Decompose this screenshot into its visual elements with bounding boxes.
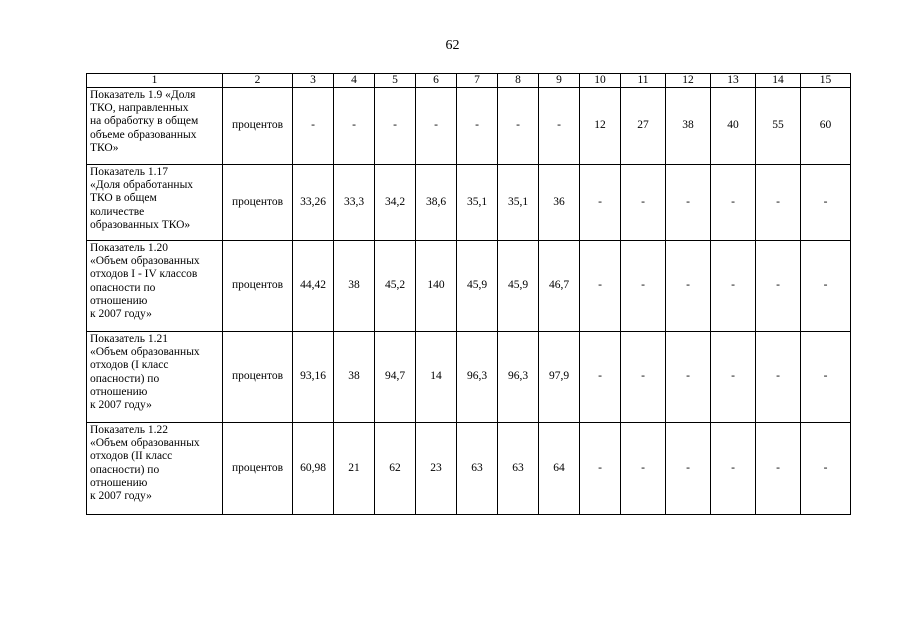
value-cell: -	[293, 88, 334, 165]
value-cell: -	[334, 88, 375, 165]
indicator-name-cell	[87, 423, 223, 515]
value-cell: -	[539, 88, 580, 165]
value-cell: 14	[416, 332, 457, 423]
value-cell: -	[756, 241, 801, 332]
table-row	[87, 423, 851, 515]
value-cell: 21	[334, 423, 375, 515]
unit-cell: процентов	[223, 241, 293, 332]
value-cell: 63	[498, 423, 539, 515]
column-header: 8	[498, 74, 539, 88]
column-header: 10	[580, 74, 621, 88]
value-cell: -	[666, 423, 711, 515]
value-cell: 60,98	[293, 423, 334, 515]
column-header: 11	[621, 74, 666, 88]
indicator-name-cell	[87, 332, 223, 423]
unit-cell: процентов	[223, 88, 293, 165]
value-cell: 35,1	[498, 165, 539, 241]
column-header: 12	[666, 74, 711, 88]
indicator-line: «Доля обработанных	[90, 179, 194, 192]
value-cell: -	[580, 165, 621, 241]
indicator-line: ТКО в общем	[90, 192, 157, 205]
value-cell: 55	[756, 88, 801, 165]
indicator-line: ТКО»	[90, 141, 119, 154]
value-cell: -	[580, 241, 621, 332]
indicator-line: «Объем образованных	[90, 437, 200, 450]
page-number: 62	[445, 38, 460, 53]
value-cell: -	[621, 165, 666, 241]
value-cell: -	[621, 332, 666, 423]
indicator-line: отношению	[90, 294, 148, 307]
value-cell: 36	[539, 165, 580, 241]
value-cell: -	[711, 165, 756, 241]
column-header: 14	[756, 74, 801, 88]
value-cell: -	[666, 165, 711, 241]
indicator-line: к 2007 году»	[90, 308, 152, 321]
value-cell: 12	[580, 88, 621, 165]
indicator-line: Показатель 1.17	[90, 166, 169, 178]
value-cell: -	[756, 332, 801, 423]
indicator-line: опасности) по	[90, 372, 160, 385]
unit-cell: процентов	[223, 423, 293, 515]
value-cell: 60	[801, 88, 851, 165]
indicator-line: Показатель 1.22	[90, 424, 169, 436]
value-cell: -	[666, 332, 711, 423]
indicator-line: отходов (I класс	[90, 359, 169, 372]
value-cell: 33,3	[334, 165, 375, 241]
value-cell: -	[666, 241, 711, 332]
value-cell: 62	[375, 423, 416, 515]
value-cell: 38	[334, 241, 375, 332]
value-cell: -	[580, 332, 621, 423]
value-cell: -	[416, 88, 457, 165]
indicator-line: отходов I - IV классов	[90, 268, 198, 281]
value-cell: 44,42	[293, 241, 334, 332]
indicator-line: ТКО, направленных	[90, 102, 189, 115]
value-cell: -	[711, 423, 756, 515]
indicator-line: опасности) по	[90, 463, 160, 476]
value-cell: 40	[711, 88, 756, 165]
indicator-line: Показатель 1.20	[90, 242, 169, 254]
column-header: 2	[223, 74, 293, 88]
table-row	[87, 165, 851, 241]
value-cell: 23	[416, 423, 457, 515]
value-cell: -	[711, 241, 756, 332]
value-cell: -	[498, 88, 539, 165]
table-row	[87, 332, 851, 423]
indicator-line: к 2007 году»	[90, 490, 152, 503]
value-cell: 38,6	[416, 165, 457, 241]
value-cell: 27	[621, 88, 666, 165]
column-header: 7	[457, 74, 498, 88]
value-cell: -	[580, 423, 621, 515]
value-cell: 38	[334, 332, 375, 423]
indicator-line: «Объем образованных	[90, 346, 200, 359]
value-cell: 94,7	[375, 332, 416, 423]
unit-cell: процентов	[223, 332, 293, 423]
indicator-line: опасности по	[90, 281, 156, 294]
indicator-line: «Объем образованных	[90, 255, 200, 268]
indicator-line: Показатель 1.21	[90, 333, 169, 345]
value-cell: 45,2	[375, 241, 416, 332]
indicator-line: отношению	[90, 385, 148, 398]
indicator-name-cell	[87, 165, 223, 241]
indicator-line: на обработку в общем	[90, 115, 199, 128]
value-cell: -	[801, 241, 851, 332]
column-header: 4	[334, 74, 375, 88]
value-cell: 97,9	[539, 332, 580, 423]
value-cell: 38	[666, 88, 711, 165]
table-row	[87, 241, 851, 332]
value-cell: 93,16	[293, 332, 334, 423]
value-cell: -	[756, 165, 801, 241]
column-header: 5	[375, 74, 416, 88]
value-cell: -	[801, 165, 851, 241]
indicator-name-cell	[87, 241, 223, 332]
value-cell: 96,3	[498, 332, 539, 423]
value-cell: -	[621, 423, 666, 515]
value-cell: -	[621, 241, 666, 332]
value-cell: 45,9	[498, 241, 539, 332]
value-cell: 63	[457, 423, 498, 515]
column-header: 13	[711, 74, 756, 88]
value-cell: -	[801, 332, 851, 423]
indicator-line: отношению	[90, 476, 148, 489]
indicator-line: отходов (II класс	[90, 450, 173, 463]
value-cell: -	[711, 332, 756, 423]
value-cell: 96,3	[457, 332, 498, 423]
column-header: 3	[293, 74, 334, 88]
indicator-line: образованных ТКО»	[90, 218, 191, 231]
column-header: 6	[416, 74, 457, 88]
value-cell: 140	[416, 241, 457, 332]
column-header: 9	[539, 74, 580, 88]
value-cell: -	[801, 423, 851, 515]
table-row	[87, 88, 851, 165]
indicator-line: к 2007 году»	[90, 399, 152, 412]
value-cell: 33,26	[293, 165, 334, 241]
indicators-table	[86, 73, 851, 515]
value-cell: 35,1	[457, 165, 498, 241]
indicator-line: объеме образованных	[90, 128, 197, 141]
value-cell: 46,7	[539, 241, 580, 332]
value-cell: 34,2	[375, 165, 416, 241]
indicator-line: Показатель 1.9 «Доля	[90, 89, 196, 101]
value-cell: -	[457, 88, 498, 165]
value-cell: 64	[539, 423, 580, 515]
value-cell: -	[375, 88, 416, 165]
indicator-name-cell	[87, 88, 223, 165]
column-header: 15	[801, 74, 851, 88]
value-cell: 45,9	[457, 241, 498, 332]
value-cell: -	[756, 423, 801, 515]
unit-cell: процентов	[223, 165, 293, 241]
column-header: 1	[87, 74, 223, 88]
table-header-row	[87, 74, 851, 88]
indicator-line: количестве	[90, 205, 145, 218]
